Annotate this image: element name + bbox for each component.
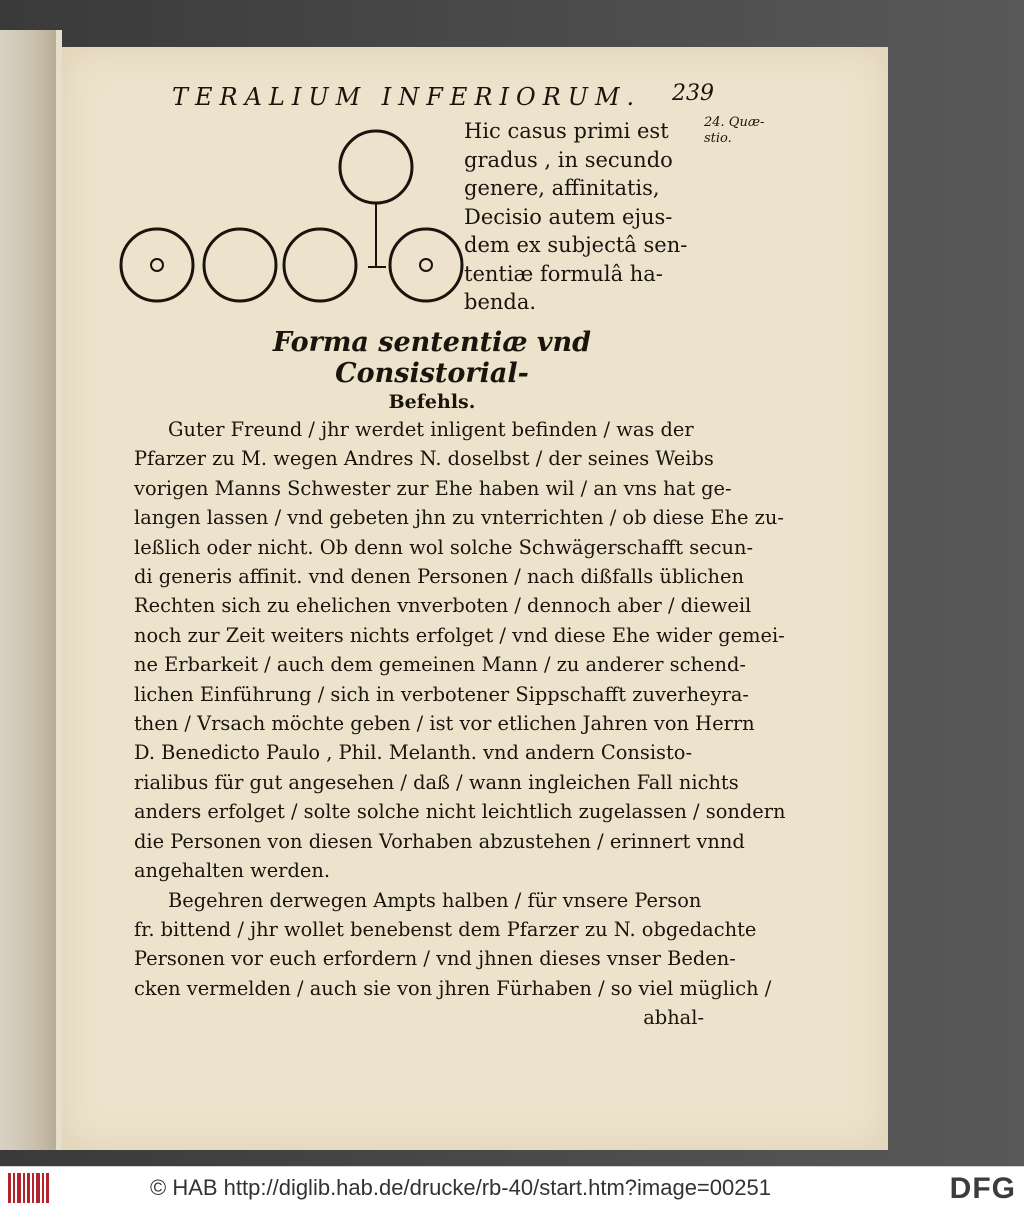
margin-note: 24. Quæ-stio. [704,115,765,146]
latin-line: dem ex subjectâ sen- [464,233,688,257]
latin-line: benda. [464,290,537,314]
library-barcode-icon [8,1173,50,1203]
body-line: Rechten sich zu ehelichen vnverboten / dennoch aber / dieweil [134,594,752,618]
body-line: Begehren derwegen Ampts halben / für vnsere Person [168,888,702,912]
body-line: die Personen von diesen Vorhaben abzustehen / erinnert vnnd [134,829,745,853]
body-line: Personen vor euch erfordern / vnd jhnen dieses vnser Beden- [134,947,736,971]
latin-case-text [464,117,700,317]
body-line: cken vermelden / auch sie von jhren Fürhaben / so viel müglich / [134,976,772,1000]
heading-subtitle: Befehls. [388,391,476,413]
running-head: TERALIUM INFERIORUM. [172,83,642,111]
book-cover-edge [0,30,57,1150]
body-line: ne Erbarkeit / auch dem gemeinen Mann / zu anderer schend- [134,653,746,677]
viewer-footer [0,1166,1024,1210]
diagram-circle-2 [204,229,276,301]
heading-title: Forma sententiæ vnd Consistorial- [272,327,592,389]
section-heading [172,327,692,413]
book-page [62,47,888,1150]
body-line: leßlich oder nicht. Ob denn wol solche Schwägerschafft secun- [134,535,754,559]
body-line: Pfarzer zu M. wegen Andres N. doselbst / der seines Weibs [134,447,714,471]
body-line: noch zur Zeit weiters nichts erfolget / vnd diese Ehe wider gemei- [134,623,785,647]
page-number: 239 [672,81,714,106]
body-line: lichen Einführung / sich in verbotener Sippschafft zuverheyra- [134,682,749,706]
body-line: rialibus für gut angesehen / daß / wann ingleichen Fall nichts [134,770,739,794]
dfg-logo: DFG [949,1172,1016,1205]
body-line: anders erfolget / solte solche nicht leichtlich zugelassen / sondern [134,800,786,824]
latin-line: Hic casus primi est [464,119,669,143]
latin-line: genere, affinitatis, [464,176,660,200]
latin-line: tentiæ formulâ ha- [464,261,663,286]
body-line: then / Vrsach möchte geben / ist vor etlichen Jahren von Herrn [134,712,755,736]
diagram-circle-top [340,131,412,203]
diagram-circle-4 [390,229,462,301]
body-line: fr. bittend / jhr wollet benebenst dem Pfarzer zu N. obgedachte [134,917,757,941]
copyright-link[interactable]: © HAB http://diglib.hab.de/drucke/rb-40/start.htm?image=00251 [150,1175,771,1200]
affinity-diagram [110,127,470,307]
body-line: D. Benedicto Paulo , Phil. Melanth. vnd andern Consisto- [134,741,693,765]
body-line: Guter Freund / jhr werdet inligent befinden / was der [168,418,694,441]
body-text [134,415,786,1033]
body-line: vorigen Manns Schwester zur Ehe haben wil / an vns hat ge- [134,476,732,500]
latin-line: gradus , in secundo [464,147,673,172]
body-line: di generis affinit. vnd denen Personen / nach dißfalls üblichen [134,565,744,589]
diagram-circle-3 [284,229,356,301]
body-line: angehalten werden. [134,859,330,883]
latin-line: Decisio autem ejus- [464,204,673,229]
body-line: langen lassen / vnd gebeten jhn zu vnterrichten / ob diese Ehe zu- [134,506,784,530]
diagram-circle-1 [121,229,193,301]
catchword: abhal- [643,1006,704,1030]
